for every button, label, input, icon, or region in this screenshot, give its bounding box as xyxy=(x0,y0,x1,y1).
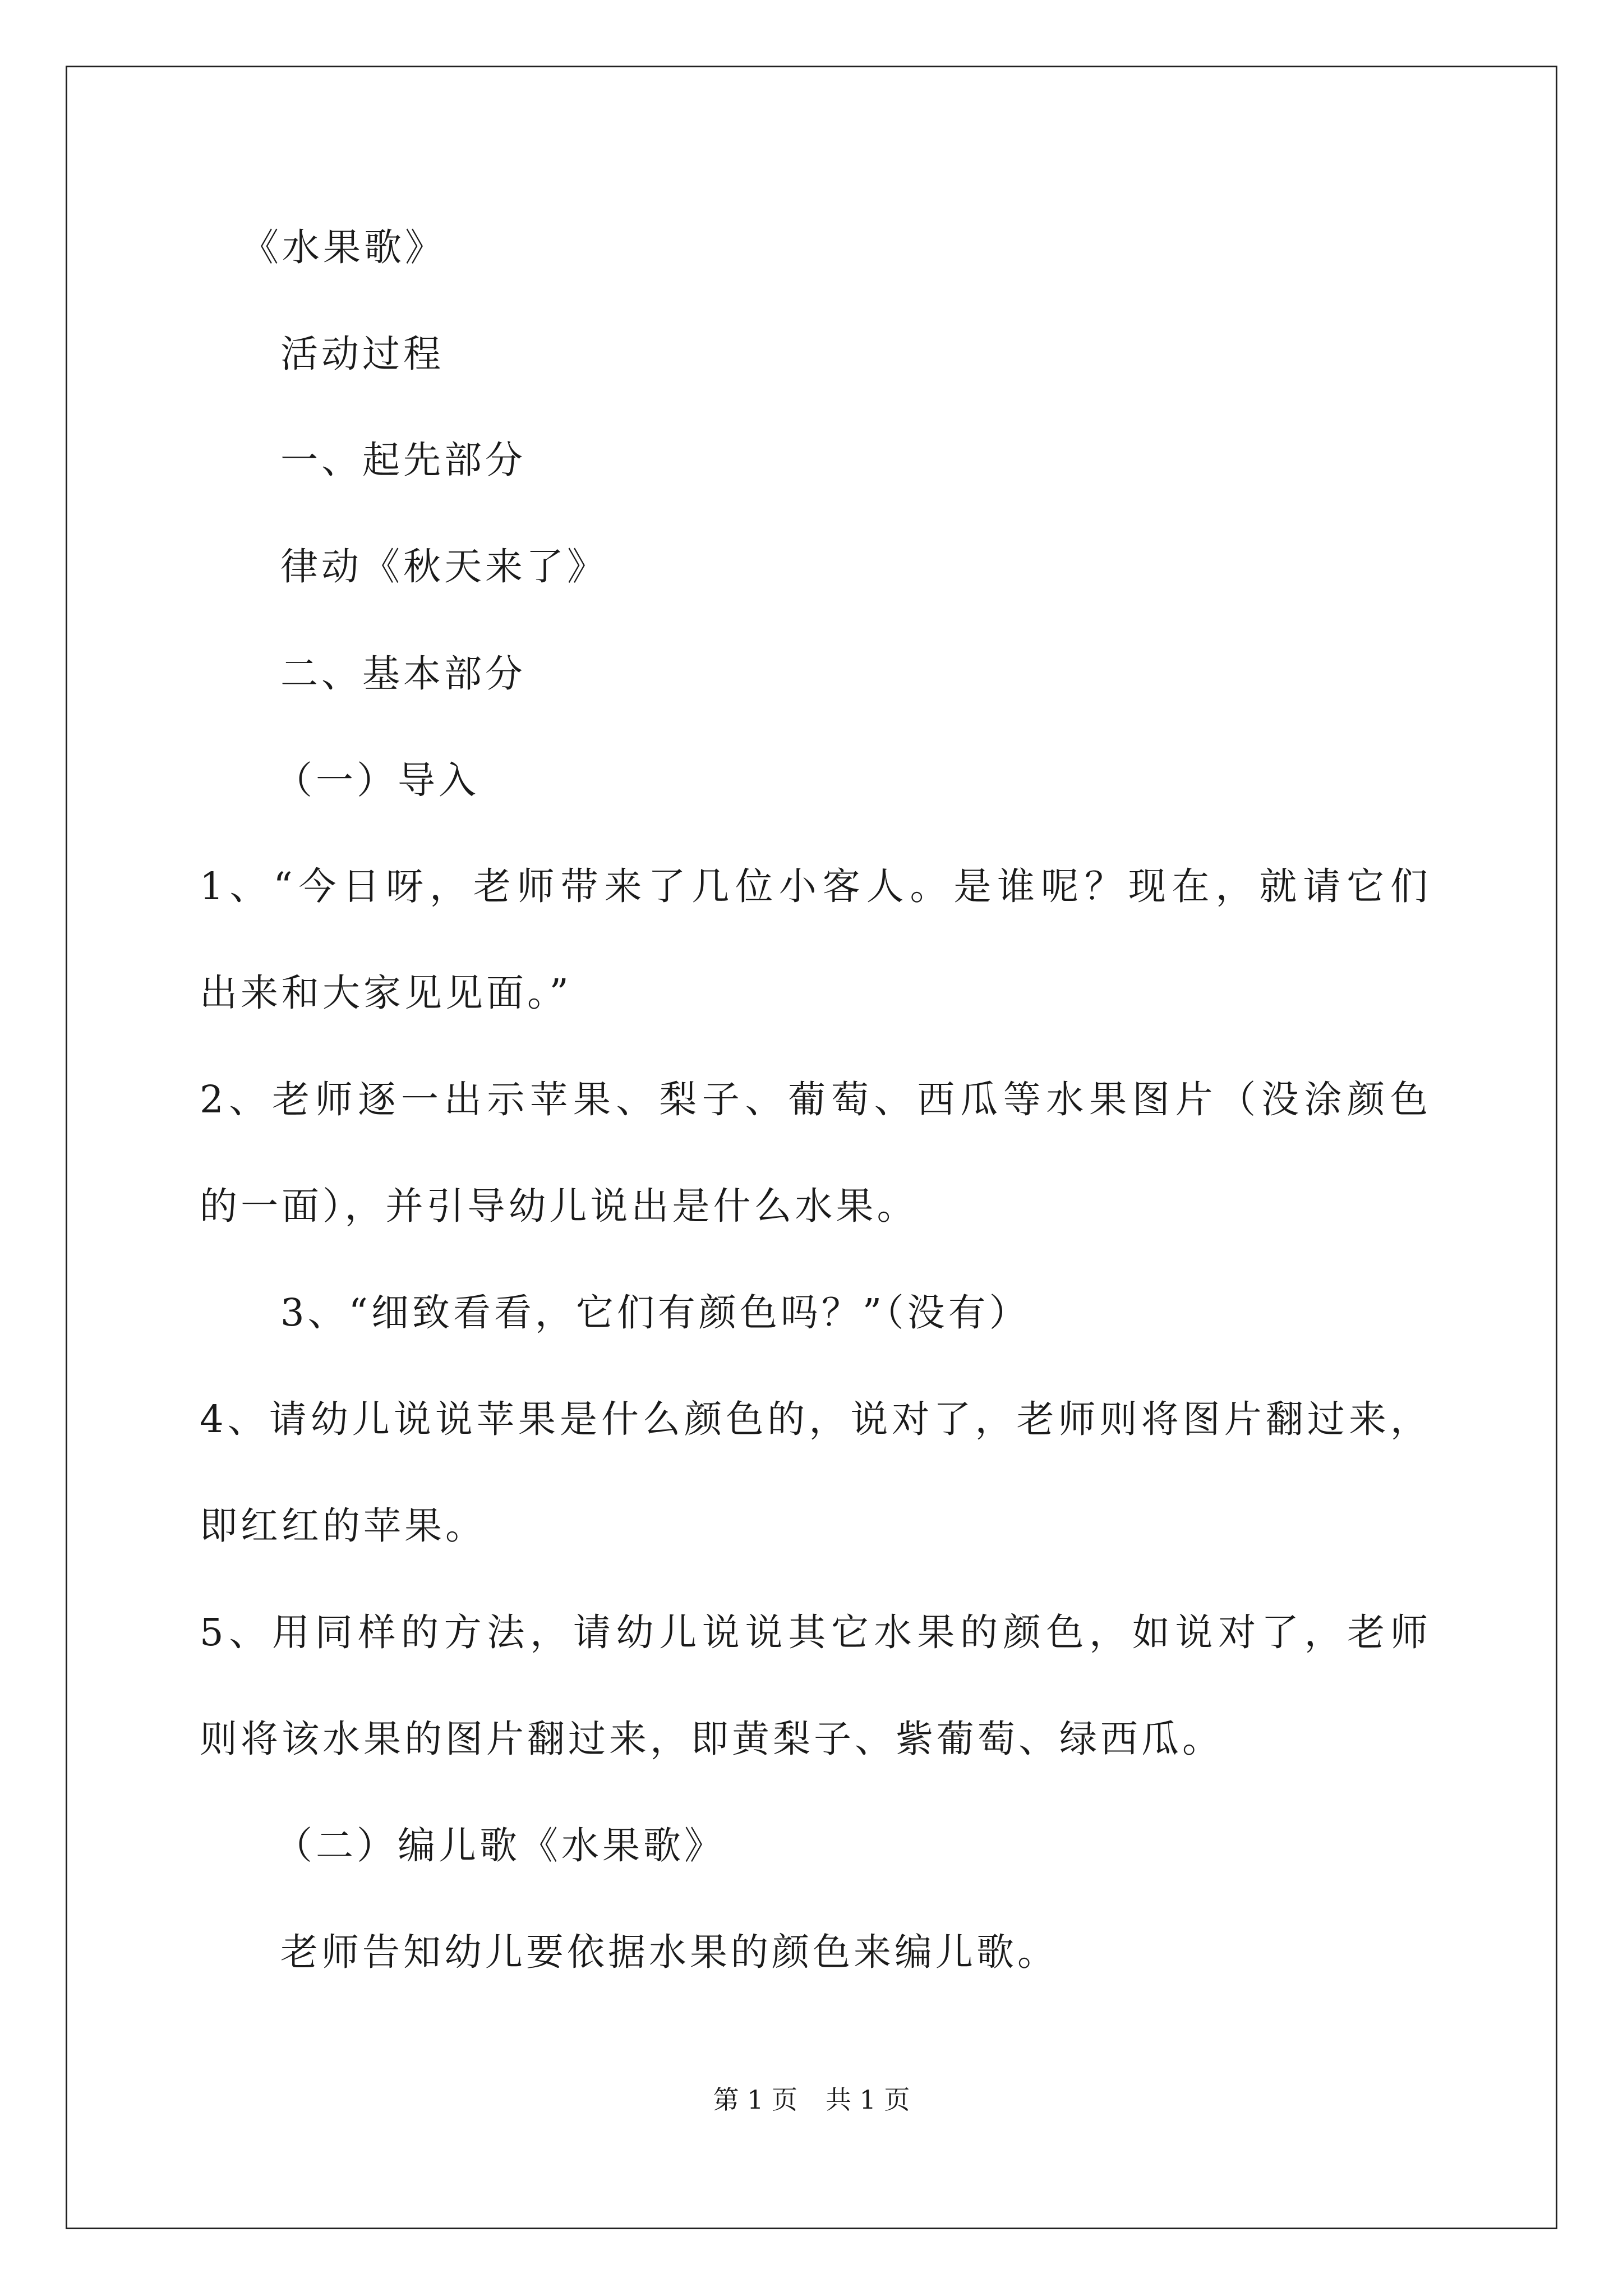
subsection-heading-song: （二）编儿歌《水果歌》 xyxy=(275,1824,725,1867)
page-frame xyxy=(66,66,1557,2229)
heading-activity-process: 活动过程 xyxy=(280,332,444,376)
item-4-line-1: 4、请幼儿说说苹果是什么颜色的，说对了，老师则将图片翻过来， xyxy=(200,1397,1428,1441)
item-5-line-1: 5、用同样的方法，请幼儿说说其它水果的颜色，如说对了，老师 xyxy=(200,1611,1428,1654)
item-1-line-2: 出来和大家见见面。” xyxy=(200,971,572,1015)
item-3: 3、“细致看看，它们有颜色吗？”（没有） xyxy=(280,1291,1030,1335)
teacher-note: 老师告知幼儿要依据水果的颜色来编儿歌。 xyxy=(280,1930,1058,1974)
rhythm-line: 律动《秋天来了》 xyxy=(280,545,608,588)
item-4-line-2: 即红红的苹果。 xyxy=(200,1504,486,1548)
section-heading-start: 一、起先部分 xyxy=(280,438,526,482)
item-2-line-1: 2、老师逐一出示苹果、梨子、葡萄、西瓜等水果图片（没涂颜色 xyxy=(200,1078,1428,1121)
page-number-current: 第 1 页 xyxy=(713,2085,797,2115)
document-title: 《水果歌》 xyxy=(241,226,446,269)
page-footer xyxy=(0,2087,1623,2113)
section-heading-basic: 二、基本部分 xyxy=(280,652,526,696)
page-number-total: 共 1 页 xyxy=(826,2085,910,2115)
item-5-line-2: 则将该水果的图片翻过来，即黄梨子、紫葡萄、绿西瓜。 xyxy=(200,1717,1223,1761)
item-1-line-1: 1、“今日呀，老师带来了几位小客人。是谁呢？现在，就请它们 xyxy=(200,864,1428,908)
subsection-heading-intro: （一）导入 xyxy=(275,758,479,802)
item-2-line-2: 的一面），并引导幼儿说出是什么水果。 xyxy=(200,1184,918,1228)
